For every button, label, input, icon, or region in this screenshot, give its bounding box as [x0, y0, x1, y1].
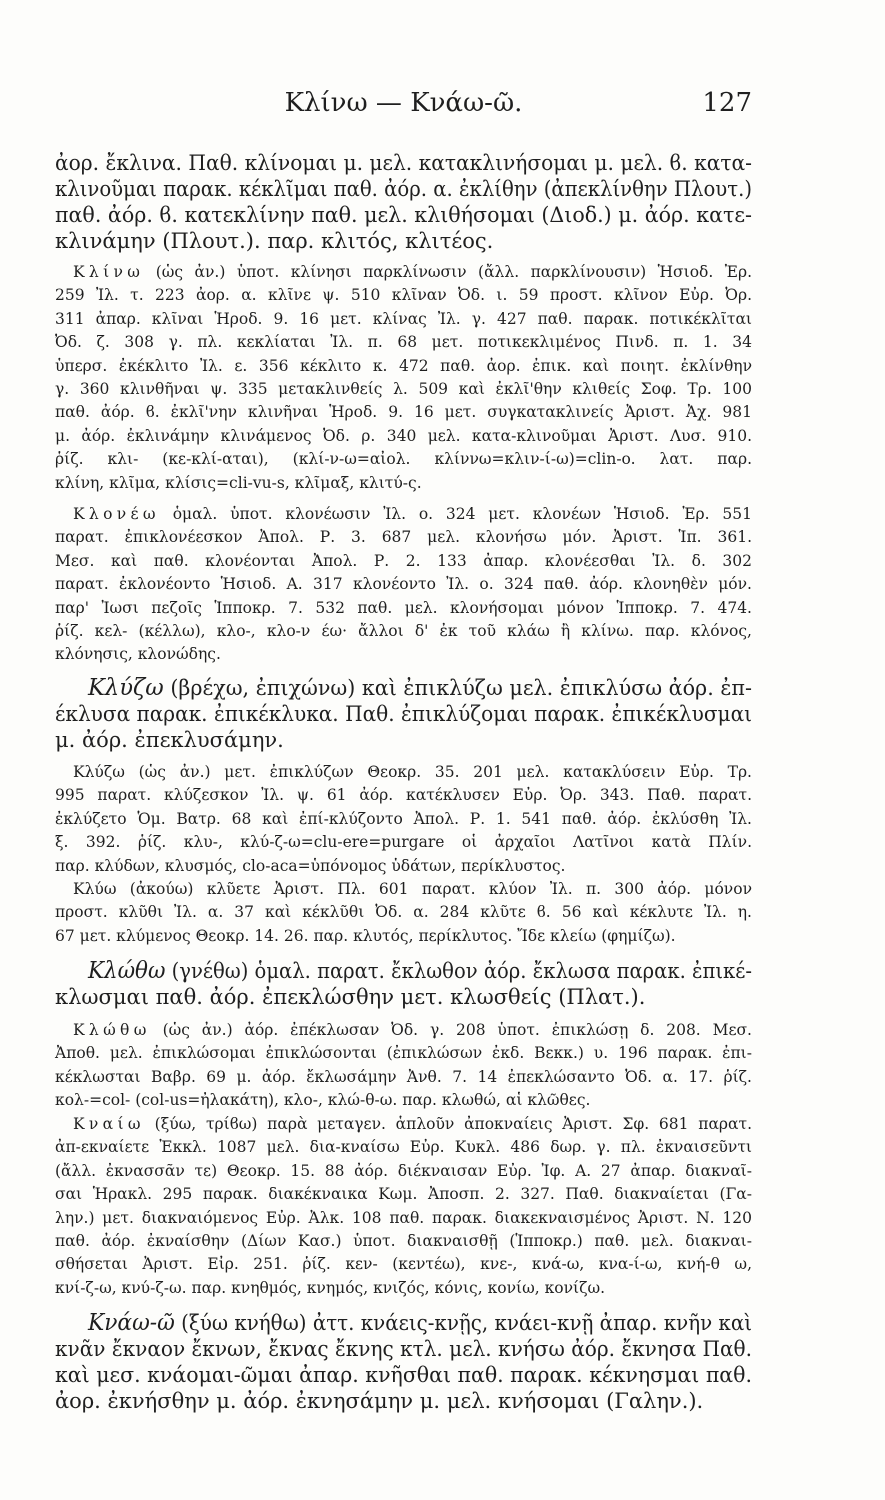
text-line — [55, 831, 752, 854]
line-text: 67 μετ. κλύμενος Θεοκρ. 14. 26. παρ. κλυτός, περίκλυτος. Ἴδε κλείω (φημίζω). — [55, 926, 676, 945]
text-line — [55, 1230, 752, 1253]
line-text: ξ. 392. ῥίζ. κλυ-, κλύ-ζ-ω=clu-ere=purgare οἱ ἀρχαῖοι Λατῖνοι κατὰ Πλίν. — [55, 833, 752, 852]
line-text: παθ. ἀόρ. ϐ. κατεκλίνην παθ. μελ. κλιθήσομαι (Διοδ.) μ. ἀόρ. κατε- — [55, 203, 752, 227]
entry-headword: Κναίω — [73, 1115, 145, 1133]
line-text: κλόνησις, κλονώδης. — [55, 645, 221, 664]
entry-klyzo-forms — [55, 675, 752, 753]
text-line — [55, 573, 752, 596]
line-text: κνί-ζ-ω, κνύ-ζ-ω. παρ. κνηθμός, κνημός, κνιζός, κόνις, κονίω, κονίζω. — [55, 1278, 606, 1297]
text-line — [55, 448, 752, 471]
line-text: Ὀδ. ζ. 308 γ. πλ. κεκλίαται Ἰλ. π. 68 μετ. ποτικεκλιμένος Πινδ. π. 1. 34 — [55, 333, 752, 352]
line-text: ῥίζ. κλι- (κε-κλί-αται), (κλί-ν-ω=αἰολ. κλίννω=κλιν-ί-ω)=clin-o. λατ. παρ. — [55, 450, 752, 469]
line-text: παρ' Ἰωσι πεζοῖς Ἱπποκρ. 7. 532 παθ. μελ. κλονήσομαι μόνον Ἱπποκρ. 7. 474. — [55, 598, 752, 617]
text-line — [55, 1336, 752, 1362]
text-line — [55, 597, 752, 620]
text-line — [55, 620, 752, 643]
text-line — [55, 176, 752, 202]
text-line — [55, 1277, 752, 1300]
text-line — [55, 1253, 752, 1276]
entry-knaio — [55, 1113, 752, 1300]
line-text: κλίνη, κλῖμα, κλίσις=cli-vu-s, κλῖμαξ, κλιτύ-ς. — [55, 473, 422, 492]
text-line — [55, 425, 752, 448]
line-text-rest: (ξύω, τρίϐω) παρὰ μεταγεν. ἁπλοῦν ἀποκναίεις Ἀριστ. Σφ. 681 παρατ. — [154, 1115, 752, 1133]
text-line — [55, 855, 752, 878]
text-line — [55, 284, 752, 307]
text-line — [55, 878, 752, 901]
text-line — [55, 1089, 752, 1112]
line-text-rest: (βρέχω, ἐπιχώνω) καὶ ἐπικλύζω μελ. ἐπικλύσω ἀόρ. ἐπ- — [170, 676, 752, 700]
text-line — [55, 958, 752, 984]
running-header-title: Κλίνω — Κνάω-ῶ. — [284, 88, 523, 118]
text-line — [55, 901, 752, 924]
entry-headword: Κλώθω — [73, 1021, 151, 1039]
text-line — [55, 1066, 752, 1089]
entry-kloneo — [55, 503, 752, 667]
line-text: κλινάμην (Πλουτ.). παρ. κλιτός, κλιτέος. — [55, 229, 494, 253]
line-text: λην.) μετ. διακναιόμενος Εὐρ. Ἀλκ. 108 παθ. παρακ. διακεκναισμένος Ἀριστ. Ν. 120 — [55, 1208, 752, 1227]
text-line — [55, 261, 752, 284]
line-text — [73, 1019, 752, 1042]
line-text: μ. ἀόρ. ἐπεκλυσάμην. — [55, 728, 284, 752]
text-line — [55, 1183, 752, 1206]
entry-klotho-forms — [55, 958, 752, 1010]
line-text — [88, 1310, 752, 1336]
line-text: ἀπ-εκναίετε Ἐκκλ. 1087 μελ. δια-κναίσω Εὐρ. Κυκλ. 486 δωρ. γ. πλ. ἐκναισεῦντι — [55, 1138, 752, 1157]
line-text: ἀορ. ἔκλινα. Παθ. κλίνομαι μ. μελ. κατακλινήσομαι μ. μελ. ϐ. κατα- — [55, 151, 752, 175]
line-text: κολ-=col- (col-us=ἠλακάτη), κλο-, κλώ-θ-ω. παρ. κλωθώ, αἱ κλῶθες. — [55, 1091, 591, 1110]
line-text: καὶ μεσ. κνάομαι-ῶμαι ἀπαρ. κνῆσθαι παθ. παρακ. κέκνησμαι παθ. — [55, 1363, 752, 1387]
line-text: 259 Ἰλ. τ. 223 ἀορ. α. κλῖνε ψ. 510 κλῖναν Ὀδ. ι. 59 προστ. κλῖνον Εὐρ. Ὀρ. — [55, 286, 752, 305]
line-text: παρατ. ἐκλονέοντο Ἡσιοδ. Α. 317 κλονέοντο Ἰλ. ο. 324 παθ. ἀόρ. κλονηθὲν μόν. — [55, 575, 752, 594]
line-text: παρατ. ἐπικλονέεσκον Ἀπολ. Ρ. 3. 687 μελ. κλονήσω μόν. Ἀριστ. Ἱπ. 361. — [55, 528, 752, 547]
text-line — [55, 1113, 752, 1136]
line-text: σθήσεται Ἀριστ. Εἰρ. 251. ῥίζ. κεν- (κεντέω), κνε-, κνά-ω, κνα-ί-ω, κνή-θ ω, — [55, 1255, 752, 1274]
line-text: γ. 360 κλινθῆναι ψ. 335 μετακλινθείς λ. 509 καὶ ἐκλῖ'θην κλιθείς Σοφ. Τρ. 100 — [55, 379, 752, 398]
line-text-rest: (ξύω κνήθω) ἀττ. κνάεις-κνῇς, κνάει-κνῇ ἀπαρ. κνῆν καὶ — [181, 1311, 752, 1335]
text-line — [55, 401, 752, 424]
text-line — [55, 526, 752, 549]
line-text-rest: (γνέθω) ὁμαλ. παρατ. ἔκλωθον ἀόρ. ἔκλωσα παρακ. ἐπικέ- — [171, 959, 752, 983]
line-text: κλωσμαι παθ. ἀόρ. ἐπεκλώσθην μετ. κλωσθείς (Πλατ.). — [55, 985, 646, 1009]
text-line — [55, 984, 752, 1010]
line-text: Μεσ. καὶ παθ. κλονέονται Ἀπολ. Ρ. 2. 133 ἀπαρ. κλονέεσθαι Ἰλ. δ. 302 — [55, 551, 752, 570]
text-line — [55, 1042, 752, 1065]
entry-headword: Κλύω — [73, 880, 117, 898]
entry-knao-forms — [55, 1310, 752, 1414]
line-text-rest: (ὡς ἀν.) ἀόρ. ἐπέκλωσαν Ὀδ. γ. 208 ὑποτ. ἐπικλώσῃ δ. 208. Μεσ. — [162, 1021, 752, 1039]
entry-klyzo-citations — [55, 761, 752, 878]
line-text — [88, 958, 752, 984]
text-line — [55, 727, 752, 753]
entry-headword: Κλίνω — [73, 263, 145, 281]
line-text: ἐκλύζετο Ὁμ. Βατρ. 68 καὶ ἐπί-κλύζοντο Ἀπολ. Ρ. 1. 541 παθ. ἀόρ. ἐκλύσθη Ἰλ. — [55, 809, 752, 828]
text-line — [55, 701, 752, 727]
text-line — [55, 1388, 752, 1414]
line-text: ὑπερσ. ἐκέκλιτο Ἰλ. ε. 356 κέκλιτο κ. 472 παθ. ἀορ. ἐπικ. καὶ ποιητ. ἐκλίνθην — [55, 356, 752, 375]
line-text: προστ. κλῦθι Ἰλ. α. 37 καὶ κέκλῦθι Ὀδ. α. 284 κλῦτε ϐ. 56 καὶ κέκλυτε Ἰλ. η. — [55, 903, 752, 922]
line-text-rest: (ὡς ἀν.) ὑποτ. κλίνησι παρκλίνωσιν (ἄλλ. παρκλίνουσιν) Ἡσιοδ. Ἐρ. — [155, 263, 752, 281]
line-text: κέκλωσται Βαβρ. 69 μ. ἀόρ. ἔκλωσάμην Ἀνθ. 7. 14 ἐπεκλώσαντο Ὀδ. α. 17. ῥίζ. — [55, 1067, 752, 1086]
text-line — [55, 675, 752, 701]
entry-headword: Κλύζω — [88, 675, 164, 701]
line-text — [73, 261, 752, 284]
line-text — [73, 761, 752, 784]
line-text: κλινοῦμαι παρακ. κέκλῖμαι παθ. ἀόρ. α. ἐκλίθην (ἀπεκλίνθην Πλουτ.) — [55, 177, 752, 201]
text-line — [55, 808, 752, 831]
text-line — [55, 1019, 752, 1042]
text-line — [55, 643, 752, 666]
line-text — [73, 503, 752, 526]
text-line — [55, 1362, 752, 1388]
entry-klotho-citations — [55, 1019, 752, 1113]
text-line — [55, 1160, 752, 1183]
line-text: Ἀποθ. μελ. ἐπικλώσομαι ἐπικλώσονται (ἐπικλώσων ἐκδ. Βεκκ.) υ. 196 παρακ. ἐπι- — [55, 1044, 752, 1063]
line-text: σαι Ἡρακλ. 295 παρακ. διακέκναικα Κωμ. Ἀποσπ. 2. 327. Παθ. διακναίεται (Γα- — [55, 1185, 752, 1204]
text-line — [55, 1207, 752, 1230]
line-text: μ. ἀόρ. ἐκλινάμην κλινάμενος Ὀδ. ρ. 340 μελ. κατα-κλινοῦμαι Ἀριστ. Λυσ. 910. — [55, 426, 752, 445]
line-text-rest: ὁμαλ. ὑποτ. κλονέωσιν Ἰλ. ο. 324 μετ. κλονέων Ἡσιοδ. Ἐρ. 551 — [172, 505, 752, 523]
line-text: παθ. ἀόρ. ϐ. ἐκλῖ'νην κλινῆναι Ἡροδ. 9. 16 μετ. συγκατακλινείς Ἀριστ. Ἀχ. 981 — [55, 403, 752, 422]
line-text: (ἄλλ. ἐκνασσᾶν τε) Θεοκρ. 15. 88 ἀόρ. διέκναισαν Εὐρ. Ἰφ. Α. 27 ἀπαρ. διακναῖ- — [55, 1161, 752, 1180]
page-number: 127 — [702, 88, 752, 118]
text-line — [55, 1310, 752, 1336]
text-line — [55, 472, 752, 495]
line-text: παρ. κλύδων, κλυσμός, clo-aca=ὑπόνομος ὑδάτων, περίκλυστος. — [55, 856, 566, 875]
line-text: έκλυσα παρακ. ἐπικέκλυκα. Παθ. ἐπικλύζομαι παρακ. ἐπικέκλυσμαι — [55, 702, 752, 726]
entry-klino-forms — [55, 150, 752, 254]
line-text: 995 παρατ. κλύζεσκον Ἰλ. ψ. 61 ἀόρ. κατέκλυσεν Εὐρ. Ὀρ. 343. Παθ. παρατ. — [55, 786, 752, 805]
text-line — [55, 308, 752, 331]
line-text — [88, 675, 752, 701]
entry-headword: Κνάω-ῶ — [88, 1310, 175, 1336]
text-line — [55, 202, 752, 228]
line-text: κνᾶν ἔκναον ἔκνων, ἔκνας ἔκνης κτλ. μελ. κνήσω ἀόρ. ἔκνησα Παθ. — [55, 1337, 752, 1361]
line-text: ῥίζ. κελ- (κέλλω), κλο-, κλο-ν έω· ἄλλοι δ' ἐκ τοῦ κλάω ἢ κλίνω. παρ. κλόνος, — [55, 621, 752, 640]
entry-klino-citations — [55, 261, 752, 495]
text-line — [55, 228, 752, 254]
entry-klyo — [55, 878, 752, 948]
line-text-rest: (ἀκούω) κλῦετε Ἀριστ. Πλ. 601 παρατ. κλύον Ἰλ. π. 300 ἀόρ. μόνον — [129, 880, 752, 898]
text-line — [55, 784, 752, 807]
text-line — [55, 1136, 752, 1159]
text-line — [55, 550, 752, 573]
text-line — [55, 331, 752, 354]
line-text: ἀορ. ἐκνήσθην μ. ἀόρ. ἐκνησάμην μ. μελ. κνήσομαι (Γαλην.). — [55, 1389, 704, 1413]
line-text: παθ. ἀόρ. ἐκναίσθην (Δίων Κασ.) ὑποτ. διακναισθῇ (Ἱπποκρ.) παθ. μελ. διακναι- — [55, 1231, 752, 1250]
entry-headword: Κλώθω — [88, 958, 166, 984]
entry-headword: Κλύζω — [73, 763, 125, 781]
entry-headword: Κλονέω — [73, 505, 160, 523]
text-line — [55, 925, 752, 948]
text-line — [55, 150, 752, 176]
line-text: 311 ἀπαρ. κλῖναι Ἡροδ. 9. 16 μετ. κλίνας Ἰλ. γ. 427 παθ. παρακ. ποτικέκλῖται — [55, 309, 752, 328]
line-text-rest: (ὡς ἀν.) μετ. ἐπικλύζων Θεοκρ. 35. 201 μελ. κατακλύσειν Εὐρ. Τρ. — [138, 763, 752, 781]
line-text — [73, 1113, 752, 1136]
text-line — [55, 378, 752, 401]
text-line — [55, 355, 752, 378]
text-line — [55, 761, 752, 784]
text-line — [55, 503, 752, 526]
line-text — [73, 878, 752, 901]
